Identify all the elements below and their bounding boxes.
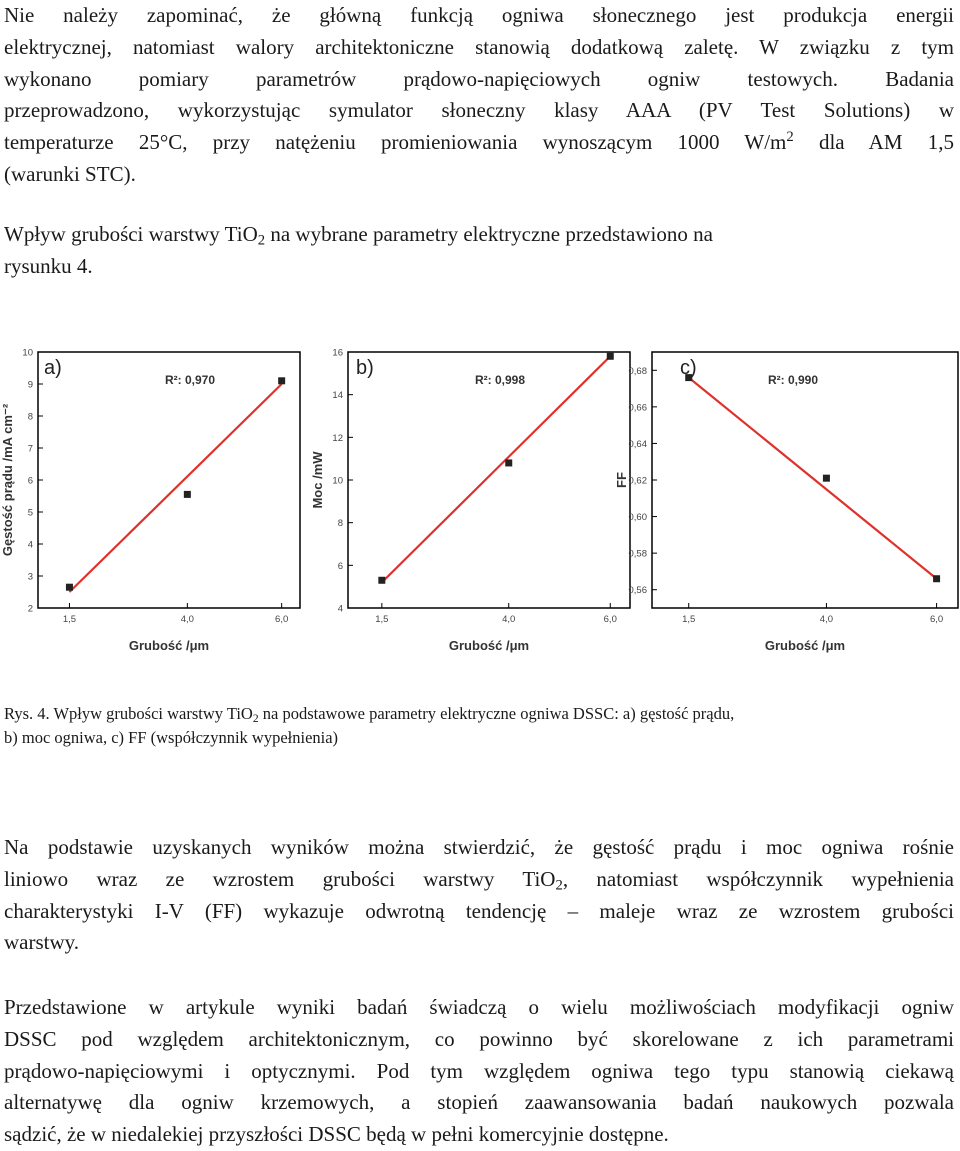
panel-label: a) (44, 357, 62, 379)
data-point (66, 584, 73, 591)
intro-line: (warunki STC). (4, 161, 136, 186)
intro-line: Nie należy zapominać, że główną funkcją ogniwa słonecznego jest produkcja energii (4, 3, 954, 27)
x-tick-label: 1,5 (62, 614, 77, 625)
intro-line: elektrycznej, natomiast walory architektoniczne stanowią dodatkową zaletę. W związku z tym (4, 34, 954, 59)
y-tick-label: 8 (27, 411, 33, 423)
x-axis-label: Grubość /μm (128, 638, 210, 653)
final-line: alternatywę dla ogniw krzemowych, a stopień zaawansowania badań naukowych pozwala (4, 1090, 954, 1115)
y-axis-label: FF (614, 472, 629, 488)
conclusion-line: warstwy. (4, 930, 80, 955)
subscript: 2 (252, 712, 259, 725)
subscript: 2 (257, 232, 266, 249)
conclusion-line (4, 864, 954, 896)
final-line: sądzić, że w niedalekiej przyszłości DSSC będą w pełni komercyjnie dostępne. (4, 1122, 669, 1147)
y-tick-label: 0,64 (628, 438, 647, 450)
y-tick-label: 0,60 (628, 512, 647, 524)
conclusion-paragraph (4, 832, 954, 959)
plot-frame (652, 352, 958, 608)
influence-text: na wybrane parametry elektryczne przedstawiono na (265, 222, 713, 246)
final-paragraph (4, 992, 954, 1151)
intro-line-text: dla AM 1,5 (818, 130, 954, 155)
figure-4-charts (0, 342, 960, 662)
y-tick-label: 6 (337, 560, 343, 572)
caption-text: na podstawowe parametry elektryczne ogniwa DSSC: a) gęstość prądu, (258, 704, 735, 723)
y-tick-label: 6 (27, 475, 33, 487)
x-tick-label: 6,0 (275, 614, 289, 625)
intro-line (4, 127, 954, 159)
conclusion-line: charakterystyki I-V (FF) wykazuje odwrotną tendencję – maleje wraz ze wzrostem grubości (4, 898, 954, 923)
y-tick-label: 14 (332, 390, 343, 402)
panel-label: b) (356, 357, 374, 379)
intro-line-text: temperaturze 25°C, przy natężeniu promieniowania wynoszącym 1000 W/m (4, 130, 787, 155)
data-point (505, 459, 512, 466)
r-squared-label: R²: 0,998 (475, 373, 526, 387)
y-tick-label: 9 (27, 379, 33, 391)
y-tick-label: 3 (27, 571, 33, 583)
intro-paragraph (4, 0, 954, 191)
fit-line (69, 384, 281, 592)
y-tick-label: 12 (332, 432, 343, 444)
y-tick-label: 0,62 (628, 475, 647, 487)
x-tick-label: 4,0 (819, 614, 834, 625)
fit-line (382, 356, 610, 582)
influence-line (4, 219, 954, 251)
y-tick-label: 4 (27, 539, 33, 551)
caption-line: b) moc ogniwa, c) FF (współczynnik wypełnienia) (4, 728, 339, 747)
data-point (278, 377, 285, 384)
x-tick-label: 6,0 (929, 614, 944, 625)
y-tick-label: 0,68 (628, 365, 647, 377)
data-point (378, 577, 385, 584)
plot-frame (348, 352, 630, 608)
y-tick-label: 0,56 (628, 585, 647, 597)
y-tick-label: 5 (27, 507, 33, 519)
final-line: Przedstawione w artykule wyniki badań świadczą o wielu możliwościach modyfikacji ogniw (4, 995, 954, 1019)
fit-line (689, 378, 937, 579)
data-point (607, 353, 614, 360)
influence-line: rysunku 4. (4, 253, 93, 278)
r-squared-label: R²: 0,970 (165, 373, 216, 387)
x-tick-label: 4,0 (502, 614, 516, 625)
plot-frame (38, 352, 300, 608)
x-axis-label: Grubość /μm (448, 638, 530, 653)
data-point (823, 475, 830, 482)
y-tick-label: 8 (337, 518, 343, 530)
y-tick-label: 16 (332, 347, 343, 359)
figure-caption (4, 702, 954, 750)
figure-4 (0, 342, 960, 662)
influence-text: Wpływ grubości warstwy TiO (4, 222, 258, 246)
data-point (184, 491, 191, 498)
x-tick-label: 1,5 (375, 614, 389, 625)
data-point (933, 575, 940, 582)
superscript: 2 (786, 129, 794, 146)
y-axis-label: Moc /mW (310, 451, 325, 509)
x-tick-label: 1,5 (682, 614, 696, 625)
y-tick-label: 2 (27, 603, 33, 615)
y-tick-label: 10 (332, 475, 343, 487)
subscript: 2 (555, 877, 563, 894)
final-line: prądowo-napięciowymi i optycznymi. Pod tym względem ogniwa tego typu stanowią ciekawą (4, 1058, 954, 1083)
y-tick-label: 10 (22, 347, 33, 359)
intro-line: wykonano pomiary parametrów prądowo-napięciowych ogniw testowych. Badania (4, 66, 954, 91)
final-line: DSSC pod względem architektonicznym, co powinno być skorelowane z ich parametrami (4, 1026, 954, 1051)
x-tick-label: 6,0 (603, 614, 617, 625)
conclusion-text: , natomiast współczynnik wypełnienia (562, 866, 955, 891)
x-tick-label: 4,0 (180, 614, 194, 625)
y-tick-label: 7 (27, 443, 33, 455)
caption-text: Rys. 4. Wpływ grubości warstwy TiO (4, 704, 253, 723)
intro-line: przeprowadzono, wykorzystując symulator słoneczny klasy AAA (PV Test Solutions) w (4, 98, 954, 123)
x-axis-label: Grubość /μm (764, 638, 846, 653)
influence-paragraph (4, 219, 954, 283)
y-tick-label: 0,58 (628, 548, 647, 560)
r-squared-label: R²: 0,990 (768, 373, 819, 387)
panel-label: c) (680, 357, 697, 379)
y-tick-label: 4 (337, 603, 343, 615)
y-axis-label: Gęstość prądu /mA cm⁻² (0, 403, 15, 557)
y-tick-label: 0,66 (628, 402, 647, 414)
caption-line (4, 702, 954, 726)
conclusion-line: Na podstawie uzyskanych wyników można stwierdzić, że gęstość prądu i moc ogniwa rośnie (4, 835, 954, 859)
conclusion-text: liniowo wraz ze wzrostem grubości warstwy TiO (4, 866, 556, 891)
